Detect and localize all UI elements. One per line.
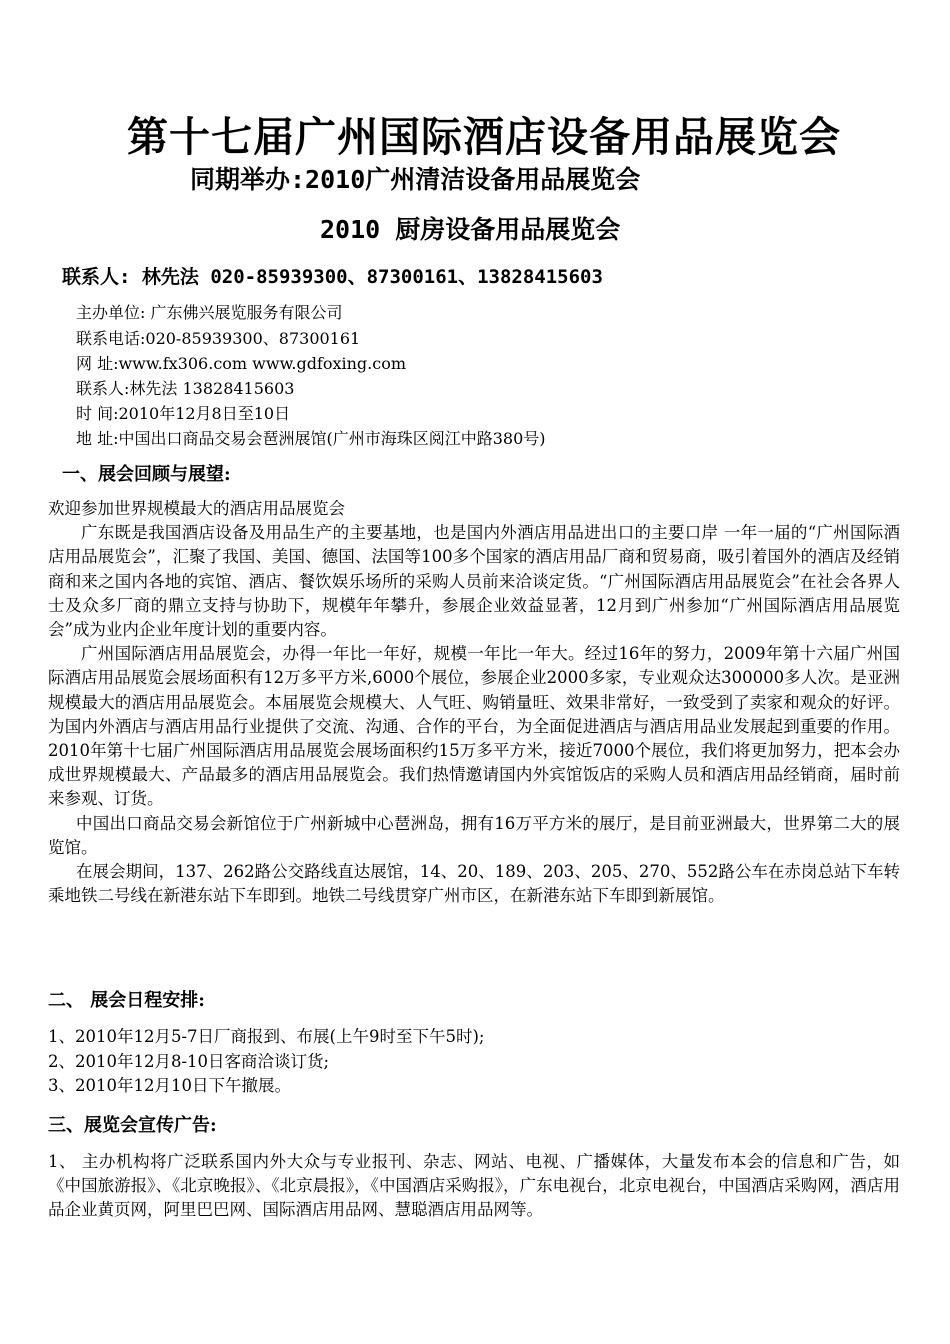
contact-line: 联系人:林先法 13828415603 <box>76 379 295 398</box>
section-1-intro: 欢迎参加世界规模最大的酒店用品展览会 <box>48 499 345 518</box>
website-line: 网 址:www.fx306.com www.gdfoxing.com <box>76 354 407 373</box>
section-1-paragraph-1: 广东既是我国酒店设备及用品生产的主要基地，也是国内外酒店用品进出口的主要口岸 一年一届的“广州国际酒店用品展览会”，汇聚了我国、美国、德国、法国等100多个国家的酒店用品厂商和贸易商，吸引着国外的酒店及经销商和来之国内各地的宾馆、酒店、餐饮娱乐场所的采购人员前来洽谈定货。“广州国际酒店用品展览会”在社会各界人士及众多厂商的鼎立支持与协助下，规模年年攀升，参展企业效益显著，12月到广州参加“广州国际酒店用品展览会”成为业内企业年度计划的重要内容。 <box>48 523 900 640</box>
section-1-paragraph-3: 中国出口商品交易会新馆位于广州新城中心琶洲岛，拥有16万平方米的展厅，是目前亚洲最大，世界第二大的展览馆。 <box>48 813 900 857</box>
address-line: 地 址:中国出口商品交易会琶洲展馆(广州市海珠区阅江中路380号) <box>76 429 546 448</box>
time-line: 时 间:2010年12月8日至10日 <box>76 404 291 423</box>
section-1-body <box>48 497 900 908</box>
contact-header: 联系人: 林先法 020-85939300、87300161、13828415603 <box>62 266 603 288</box>
section-3-heading: 三、展览会宣传广告: <box>48 1115 217 1136</box>
organizer-line: 主办单位: 广东佛兴展览服务有限公司 <box>76 303 343 322</box>
section-2-heading: 二、 展会日程安排: <box>48 990 205 1011</box>
section-3-paragraph-1: 1、 主办机构将广泛联系国内外大众与专业报刊、杂志、网站、电视、广播媒体，大量发布本会的信息和广告，如《中国旅游报》、《北京晚报》、《北京晨报》，《中国酒店采购报》，广东电视台，北京电视台，中国酒店采购网，酒店用品企业黄页网，阿里巴巴网、国际酒店用品网、慧聪酒店用品网等。 <box>48 1152 900 1220</box>
concurrent-exhibition-line-1: 同期举办:2010广州清洁设备用品展览会 <box>190 165 641 194</box>
schedule-item: 2、2010年12月8-10日客商洽谈订货; <box>48 1052 330 1071</box>
section-3-body <box>48 1150 900 1223</box>
schedule-item: 3、2010年12月10日下午撤展。 <box>48 1076 291 1095</box>
section-1-paragraph-2: 广州国际酒店用品展览会，办得一年比一年好，规模一年比一年大。经过16年的努力，2009年第十六届广州国际酒店用品展览会展场面积有12万多平方米,6000个展位，参展企业2000多家，专业观众达300000多人次。是亚洲规模最大的酒店用品展览会。本届展览会规模大、人气旺、购销量旺、效果非常好，一致受到了卖家和观众的好评。为国内外酒店与酒店用品行业提供了交流、沟通、合作的平台，为全面促进酒店与酒店用品业发展起到重要的作用。2010年第十七届广州国际酒店用品展览会展场面积约15万多平方米，接近7000个展位，我们将更加努力，把本会办成世界规模最大、产品最多的酒店用品展览会。我们热情邀请国内外宾馆饭店的采购人员和酒店用品经销商，届时前来参观、订货。 <box>48 644 900 809</box>
document-title: 第十七届广州国际酒店设备用品展览会 <box>127 113 841 161</box>
section-1-heading: 一、展会回顾与展望: <box>62 464 231 485</box>
section-1-paragraph-4: 在展会期间，137、262路公交路线直达展馆，14、20、189、203、205、270、552路公车在赤岗总站下车转乘地铁二号线在新港东站下车即到。地铁二号线贯穿广州市区，在新港东站下车即到新展馆。 <box>48 862 900 906</box>
schedule-item: 1、2010年12月5-7日厂商报到、布展(上午9时至下午5时); <box>48 1027 485 1046</box>
phone-line: 联系电话:020-85939300、87300161 <box>76 329 361 348</box>
concurrent-exhibition-line-2: 2010 厨房设备用品展览会 <box>320 215 621 244</box>
